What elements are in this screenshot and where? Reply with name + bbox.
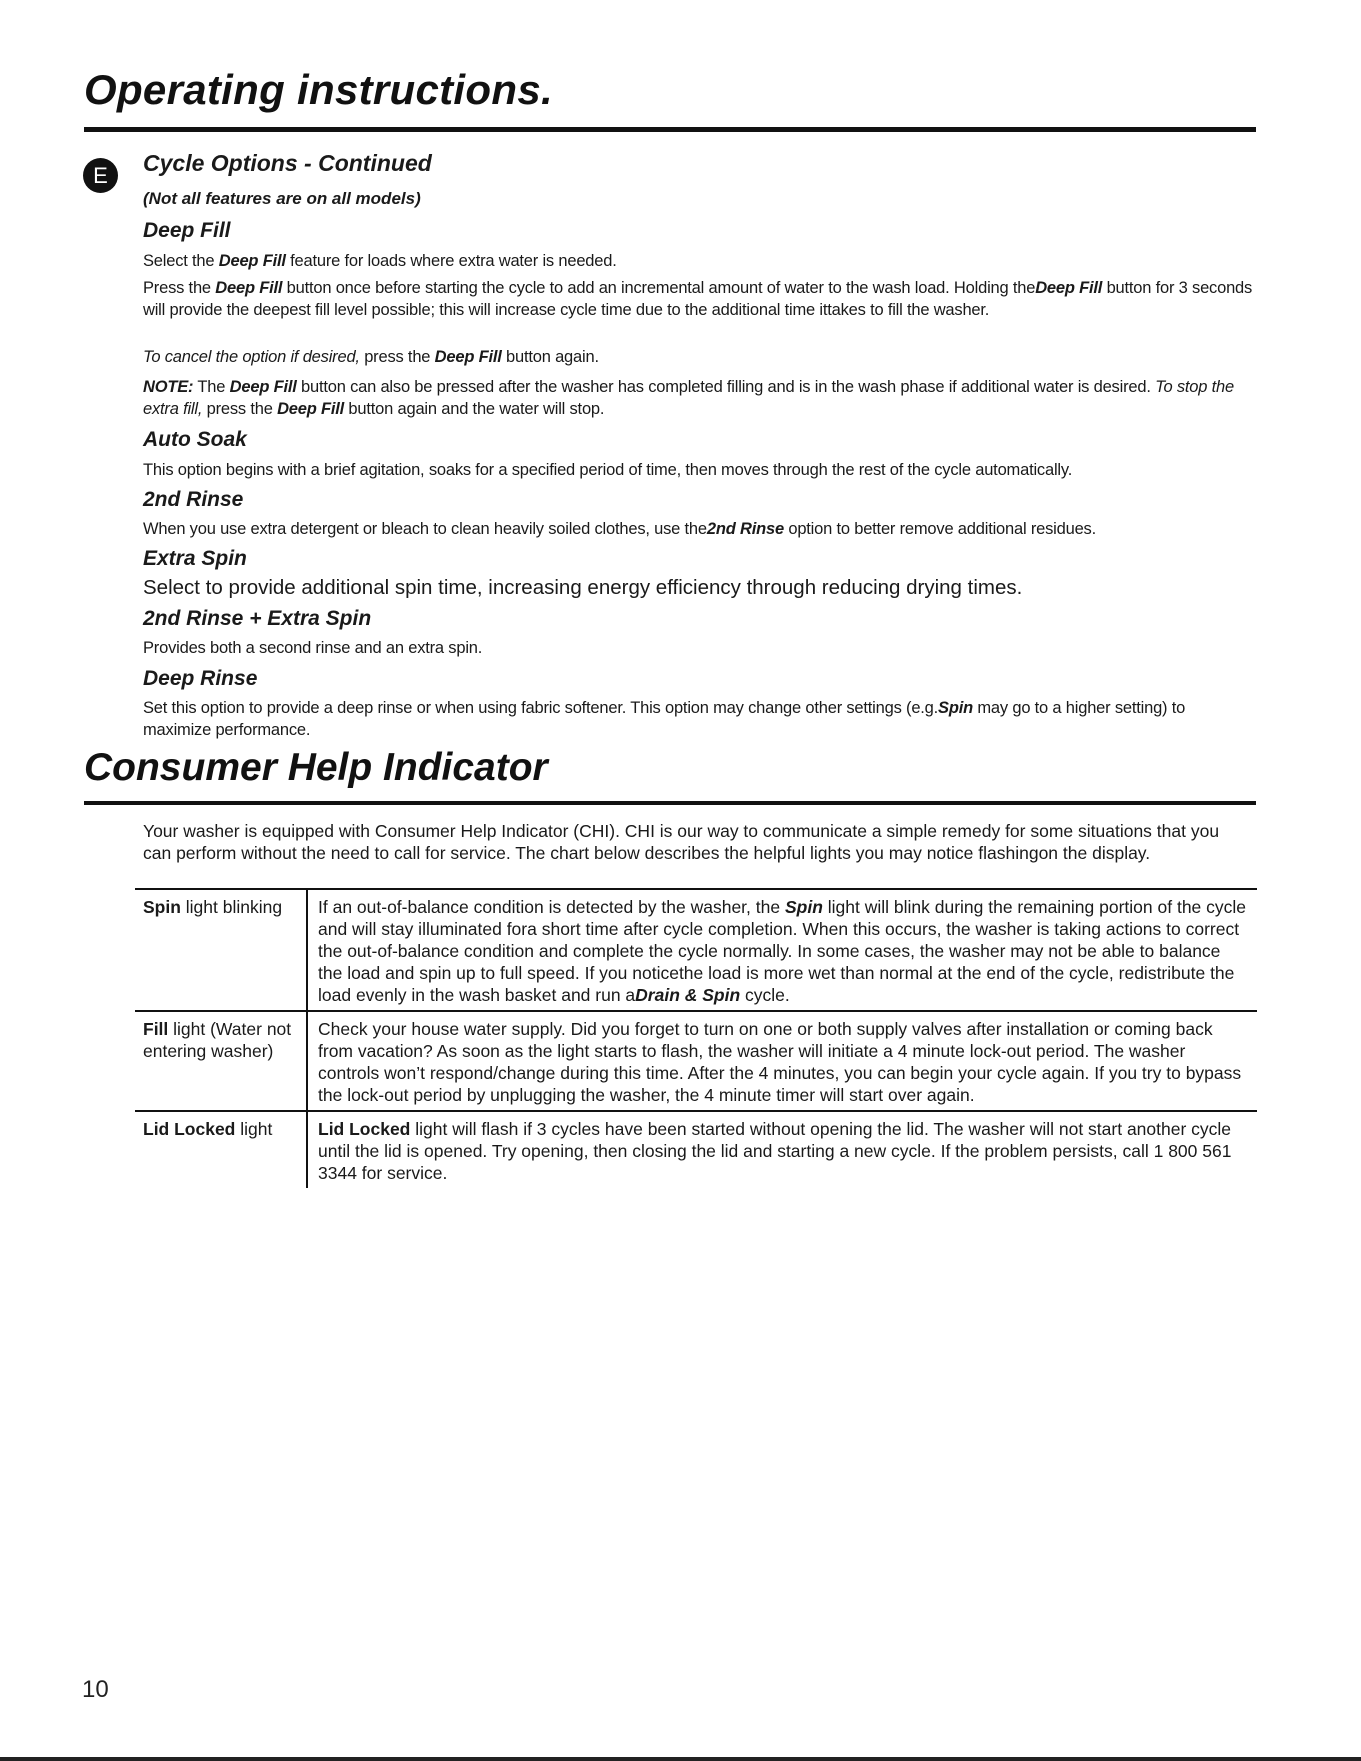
chi-rule (84, 801, 1256, 805)
chi-intro: Your washer is equipped with Consumer Help Indicator (CHI). CHI is our way to communicate a simple remedy for some situations that you can perform without the need to call for service. The chart below describes the helpful lights you may notice flashingon the display. (143, 821, 1220, 863)
condition-cell: Fill light (Water not entering washer) (135, 1011, 307, 1111)
second-rinse-heading: 2nd Rinse (143, 488, 244, 511)
rinse-spin-text: Provides both a second rinse and an extra spin. (143, 639, 483, 657)
title-rule (84, 127, 1256, 132)
models-note: (Not all features are on all models) (143, 189, 421, 208)
deep-fill-note: NOTE: The Deep Fill button can also be pressed after the washer has completed filling and is in the wash phase if additional water is desired. To stop the extra fill, press the Deep Fill button again and the water will stop. (143, 378, 1234, 418)
description-cell: Check your house water supply. Did you forget to turn on one or both supply valves after installation or coming back from vacation? As soon as the light starts to flash, the washer will initiate a 4 minute lock-out period. The washer controls won’t respond/change during this time. After the 4 minutes, you can begin your cycle again. If you try to bypass the lock-out period by unplugging the washer, the 4 minute timer will start over again. (318, 1019, 1242, 1105)
cycle-options-heading: Cycle Options - Continued (143, 150, 432, 176)
table-row (135, 1111, 1257, 1188)
chi-table (135, 888, 1257, 1188)
chi-heading: Consumer Help Indicator (84, 746, 548, 789)
description-cell: Lid Locked light will flash if 3 cycles have been started without opening the lid. The washer will not start another cycle until the lid is opened. Try opening, then closing the lid and starting a new cycle. If the problem persists, call 1 800 561 3344 for service. (318, 1119, 1232, 1183)
rinse-spin-heading: 2nd Rinse + Extra Spin (143, 607, 372, 630)
deep-fill-text-2: Press the Deep Fill button once before starting the cycle to add an incremental amount of water to the wash load. Holding theDeep Fill button for 3 seconds will provide the deepest fill level possible; this will increase cycle time due to the additional time ittakes to fill the washer. (143, 279, 1253, 319)
table-row (135, 1011, 1257, 1111)
description-cell: If an out-of-balance condition is detected by the washer, the Spin light will blink during the remaining portion of the cycle and will stay illuminated fora short time after cycle completion. When this occurs, the washer is taking actions to correct the out-of-balance condition and complete the cycle normally. In some cases, the washer may not be able to balance the load and spin up to full speed. If you noticethe load is more wet than normal at the end of the cycle, redistribute the load evenly in the wash basket and run aDrain & Spin cycle. (318, 897, 1247, 1005)
section-badge: E (83, 158, 118, 193)
extra-spin-heading: Extra Spin (143, 547, 247, 570)
deep-fill-text-1: Select the Deep Fill feature for loads where extra water is needed. (143, 252, 617, 270)
deep-fill-cancel: To cancel the option if desired, press the Deep Fill button again. (143, 348, 599, 366)
deep-rinse-heading: Deep Rinse (143, 667, 258, 690)
deep-rinse-text: Set this option to provide a deep rinse or when using fabric softener. This option may change other settings (e.g.Spin may go to a higher setting) to maximize performance. (143, 699, 1186, 739)
table-row (135, 889, 1257, 1011)
deep-fill-heading: Deep Fill (143, 219, 231, 242)
auto-soak-text: This option begins with a brief agitation, soaks for a specified period of time, then moves through the rest of the cycle automatically. (143, 461, 1073, 479)
condition-cell: Spin light blinking (135, 889, 307, 1011)
page-title: Operating instructions. (84, 66, 553, 113)
condition-cell: Lid Locked light (135, 1111, 307, 1188)
auto-soak-heading: Auto Soak (143, 428, 247, 451)
page-number: 10 (82, 1676, 109, 1703)
bottom-edge (0, 1757, 1361, 1761)
extra-spin-text: Select to provide additional spin time, increasing energy efficiency through reducing drying times. (143, 576, 1023, 599)
second-rinse-text: When you use extra detergent or bleach to clean heavily soiled clothes, use the2nd Rinse option to better remove additional residues. (143, 520, 1096, 538)
